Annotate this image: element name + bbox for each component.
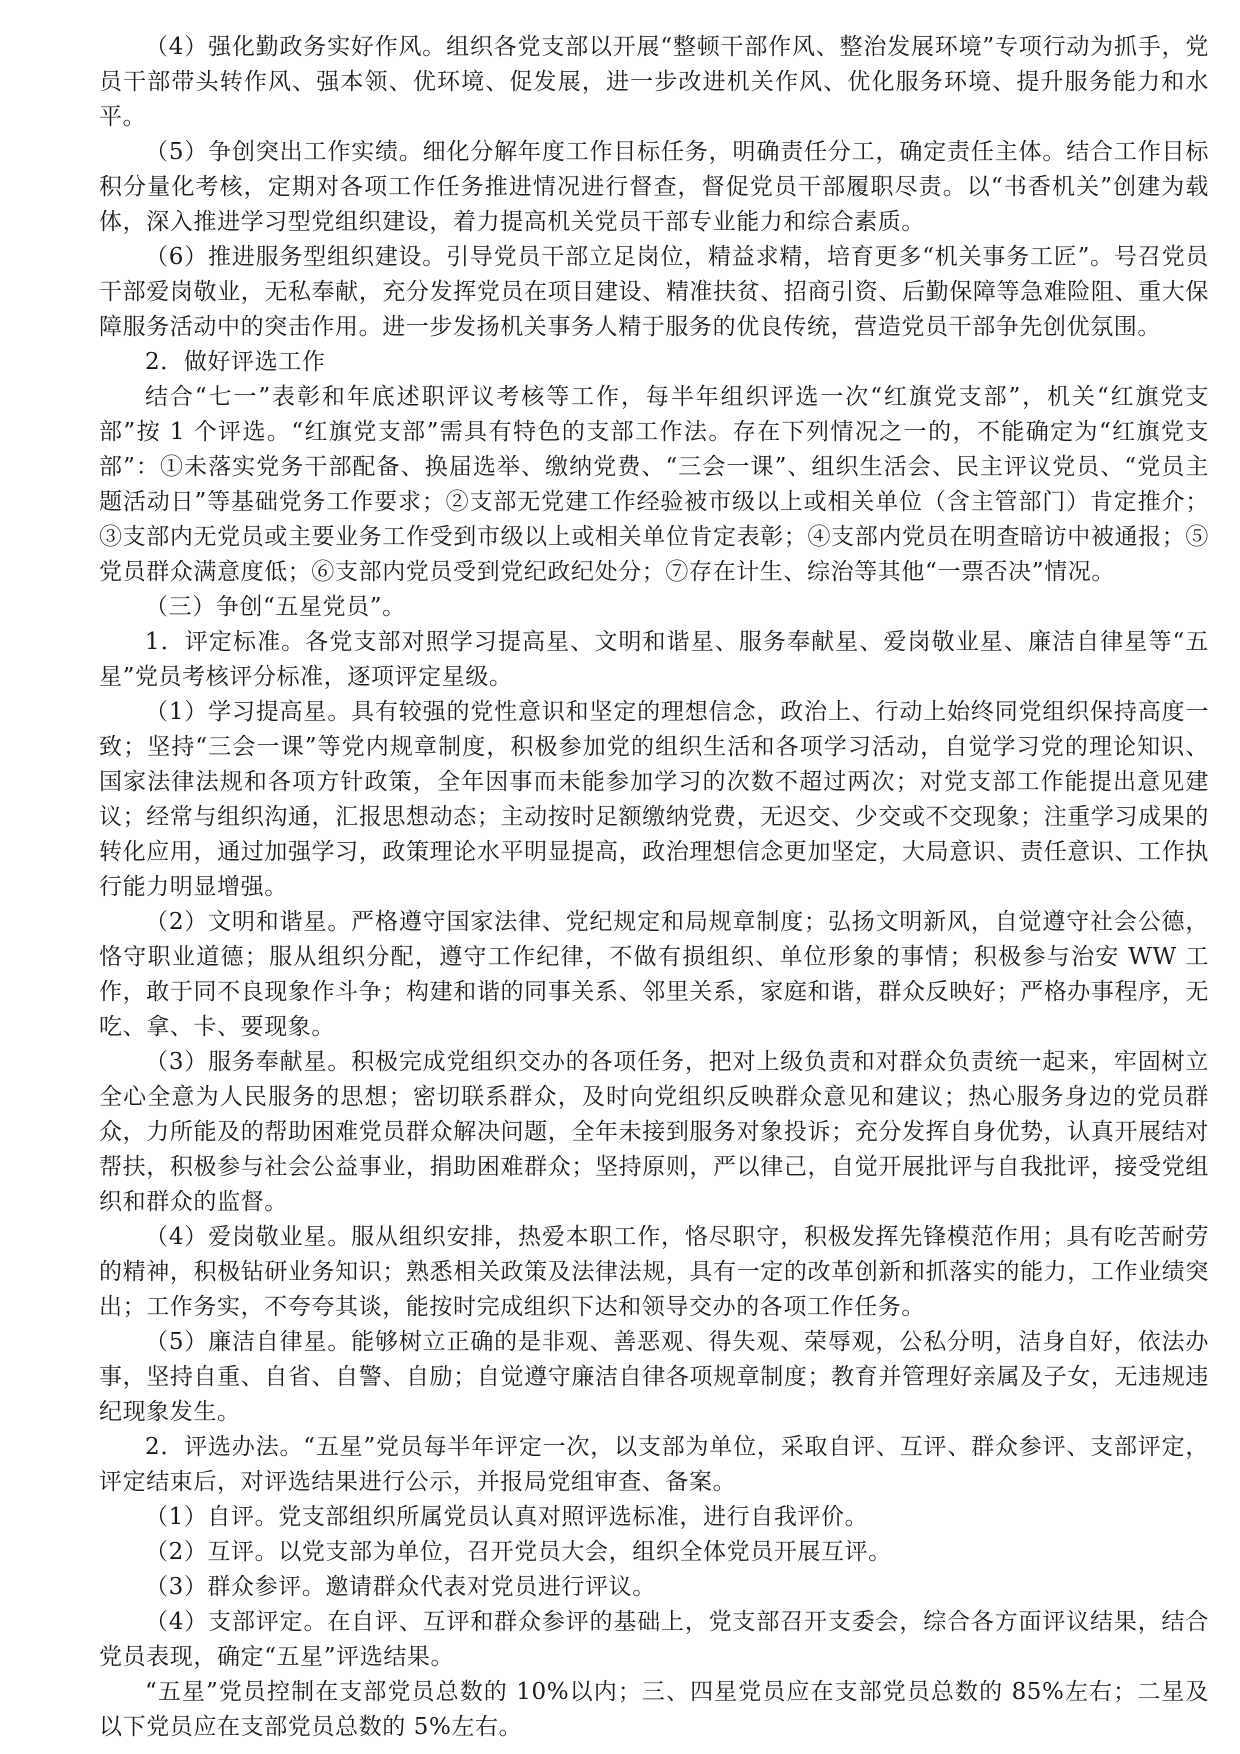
paragraph-mutual-evaluation: （2）互评。以党支部为单位，召开党员大会，组织全体党员开展互评。 xyxy=(145,1539,892,1565)
paragraph-civility-harmony-star: （2）文明和谐星。严格遵守国家法律、党纪规定和局规章制度；弘扬文明新风，自觉遵守社会公德，恪守职业道德；服从组织分配，遵守工作纪律，不做有损组织、单位形象的事情；积极参与治安 WW 工作，敢于同不良现象作斗争；构建和谐的同事关系、邻里关系，家庭和谐，群众反映好；严格办事程序，无吃、拿、卡、要现象。 xyxy=(99,909,1209,1040)
paragraph-service-dedication-star: （3）服务奉献星。积极完成党组织交办的各项任务，把对上级负责和对群众负责统一起来，牢固树立全心全意为人民服务的思想；密切联系群众，及时向党组织反映群众意见和建议；热心服务身边的党员群众，力所能及的帮助困难党员群众解决问题，全年未接到服务对象投诉；充分发挥自身优势，认真开展结对帮扶，积极参与社会公益事业，捐助困难群众；坚持原则，严以律己，自觉开展批评与自我批评，接受党组织和群众的监督。 xyxy=(99,1049,1209,1215)
paragraph-learning-star: （1）学习提高星。具有较强的党性意识和坚定的理想信念，政治上、行动上始终同党组织保持高度一致；坚持“三会一课”等党内规章制度，积极参加党的组织生活和各项学习活动，自觉学习党的理论知识、国家法律法规和各项方针政策，全年因事而未能参加学习的次数不超过两次；对党支部工作能提出意见建议；经常与组织沟通，汇报思想动态；主动按时足额缴纳党费，无迟交、少交或不交现象；注重学习成果的转化应用，通过加强学习，政策理论水平明显提高，政治理想信念更加坚定，大局意识、责任意识、工作执行能力明显增强。 xyxy=(99,699,1209,900)
paragraph-public-evaluation: （3）群众参评。邀请群众代表对党员进行评议。 xyxy=(145,1574,656,1600)
paragraph-evaluation-standard: 1．评定标准。各党支部对照学习提高星、文明和谐星、服务奉献星、爱岗敬业星、廉洁自律星等“五星”党员考核评分标准，逐项评定星级。 xyxy=(99,629,1209,690)
paragraph-4-work-style: （4）强化勤政务实好作风。组织各党支部以开展“整顿干部作风、整治发展环境”专项行动为抓手，党员干部带头转作风、强本领、优环境、促发展，进一步改进机关作风、优化服务环境、提升服务能力和水平。 xyxy=(99,34,1209,130)
section-heading-selection-work: 2．做好评选工作 xyxy=(145,349,326,375)
paragraph-quota-distribution: “五星”党员控制在支部党员总数的 10%以内；三、四星党员应在支部党员总数的 85%左右；二星及以下党员应在支部党员总数的 5%左右。 xyxy=(99,1679,1209,1740)
paragraph-selection-method: 2．评选办法。“五星”党员每半年评定一次，以支部为单位，采取自评、互评、群众参评、支部评定，评定结束后，对评选结果进行公示，并报局党组审查、备案。 xyxy=(99,1434,1209,1495)
document-body xyxy=(99,30,1209,1745)
paragraph-red-flag-branch: 结合“七一”表彰和年底述职评议考核等工作，每半年组织评选一次“红旗党支部”，机关“红旗党支部”按 1 个评选。“红旗党支部”需具有特色的支部工作法。存在下列情况之一的，不能确定为“红旗党支部”：①未落实党务干部配备、换届选举、缴纳党费、“三会一课”、组织生活会、民主评议党员、“党员主题活动日”等基础党务工作要求；②支部无党建工作经验被市级以上或相关单位（含主管部门）肯定推介；③支部内无党员或主要业务工作受到市级以上或相关单位肯定表彰；④支部内党员在明查暗访中被通报；⑤党员群众满意度低；⑥支部内党员受到党纪政纪处分；⑦存在计生、综治等其他“一票否决”情况。 xyxy=(99,384,1209,585)
paragraph-branch-evaluation: （4）支部评定。在自评、互评和群众参评的基础上，党支部召开支委会，综合各方面评议结果，结合党员表现，确定“五星”评选结果。 xyxy=(99,1609,1209,1670)
paragraph-job-dedication-star: （4）爱岗敬业星。服从组织安排，热爱本职工作，恪尽职守，积极发挥先锋模范作用；具有吃苦耐劳的精神，积极钻研业务知识；熟悉相关政策及法律法规，具有一定的改革创新和抓落实的能力，工作业绩突出；工作务实，不夸夸其谈，能按时完成组织下达和领导交办的各项工作任务。 xyxy=(99,1224,1209,1320)
paragraph-5-work-results: （5）争创突出工作实绩。细化分解年度工作目标任务，明确责任分工，确定责任主体。结合工作目标积分量化考核，定期对各项工作任务推进情况进行督查，督促党员干部履职尽责。以“书香机关”创建为载体，深入推进学习型党组织建设，着力提高机关党员干部专业能力和综合素质。 xyxy=(99,139,1209,235)
paragraph-integrity-star: （5）廉洁自律星。能够树立正确的是非观、善恶观、得失观、荣辱观，公私分明，洁身自好，依法办事，坚持自重、自省、自警、自励；自觉遵守廉洁自律各项规章制度；教育并管理好亲属及子女，无违规违纪现象发生。 xyxy=(99,1329,1209,1425)
section-heading-five-star-members: （三）争创“五星党员”。 xyxy=(145,594,406,620)
paragraph-self-evaluation: （1）自评。党支部组织所属党员认真对照评选标准，进行自我评价。 xyxy=(145,1504,869,1530)
paragraph-6-service-organization: （6）推进服务型组织建设。引导党员干部立足岗位，精益求精，培育更多“机关事务工匠”。号召党员干部爱岗敬业，无私奉献，充分发挥党员在项目建设、精准扶贫、招商引资、后勤保障等急难险阻、重大保障服务活动中的突击作用。进一步发扬机关事务人精于服务的优良传统，营造党员干部争先创优氛围。 xyxy=(99,244,1209,340)
